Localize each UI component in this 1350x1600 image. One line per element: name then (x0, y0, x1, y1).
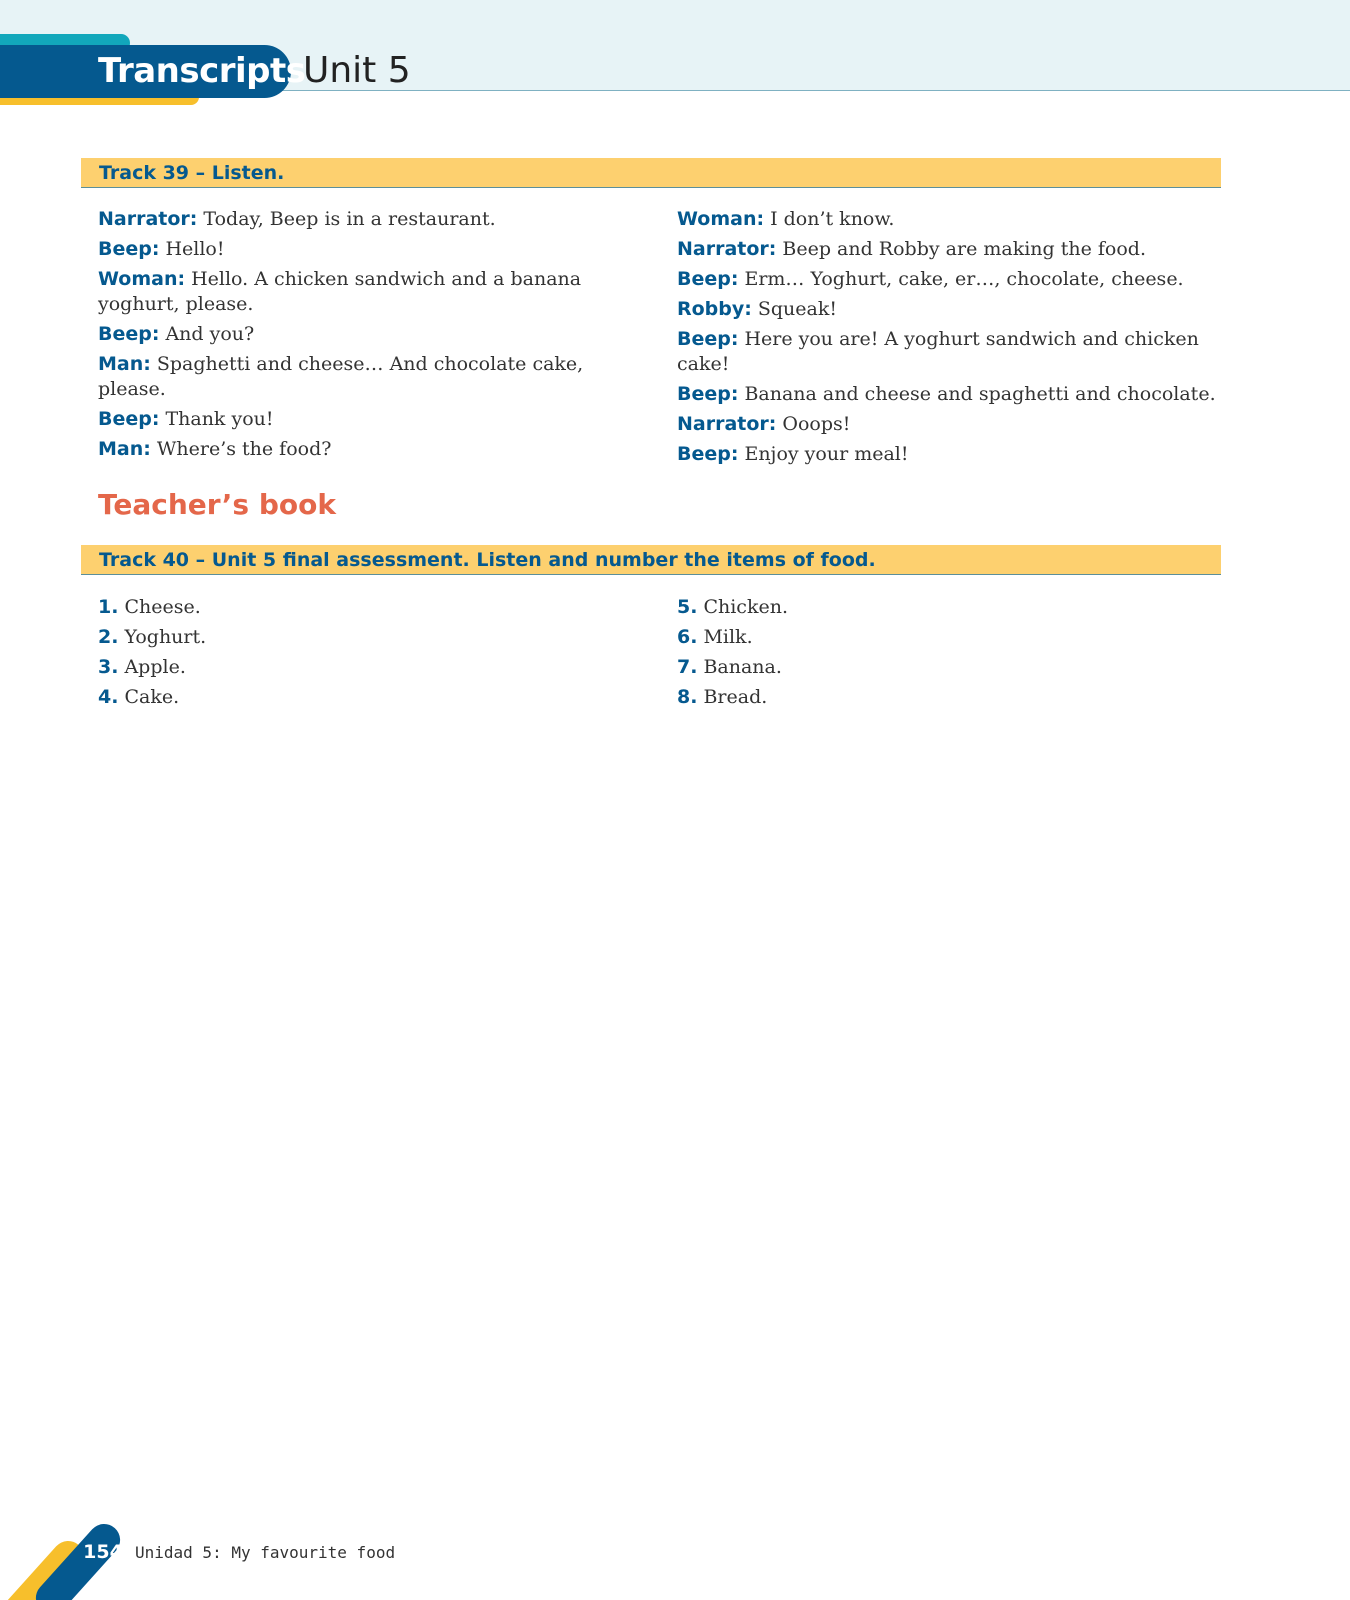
item-number: 8. (677, 686, 698, 708)
transcript-line (98, 352, 638, 402)
speaker-label: Man: (98, 438, 151, 460)
item-number: 2. (98, 626, 119, 648)
transcript-line (98, 207, 638, 232)
speaker-label: Man: (98, 353, 151, 375)
transcript-line (677, 207, 1237, 232)
line-text: Erm… Yoghurt, cake, er…, chocolate, cheese. (744, 268, 1184, 290)
answer-item (98, 625, 638, 650)
line-text: Hello! (165, 238, 225, 260)
item-text: Bread. (703, 686, 768, 708)
transcript-line (677, 382, 1237, 407)
track-40-banner (81, 545, 1221, 575)
item-text: Milk. (703, 626, 753, 648)
transcript-line (677, 267, 1237, 292)
line-text: Here you are! A yoghurt sandwich and chicken cake! (677, 328, 1199, 375)
line-text: I don’t know. (770, 208, 895, 230)
answer-item (677, 655, 1217, 680)
item-number: 1. (98, 596, 119, 618)
footer-unit-title: Unidad 5: My favourite food (135, 1543, 396, 1562)
transcript-line (677, 442, 1237, 467)
speaker-label: Narrator: (677, 413, 777, 435)
speaker-label: Narrator: (98, 208, 198, 230)
item-text: Chicken. (703, 596, 788, 618)
speaker-label: Beep: (98, 408, 160, 430)
item-text: Apple. (124, 656, 186, 678)
transcript-line (677, 412, 1237, 437)
line-text: Where’s the food? (156, 438, 332, 460)
transcript-line (677, 237, 1237, 262)
line-text: Beep and Robby are making the food. (782, 238, 1146, 260)
line-text: Enjoy your meal! (744, 443, 909, 465)
item-text: Banana. (703, 656, 782, 678)
track-39-transcript-left (98, 207, 638, 467)
transcript-line (98, 407, 638, 432)
answer-item (677, 595, 1217, 620)
line-text: And you? (165, 323, 255, 345)
transcript-line (98, 237, 638, 262)
track-39-banner (81, 158, 1221, 188)
unit-title: Unit 5 (303, 50, 411, 91)
transcript-line (98, 267, 638, 317)
answer-item (677, 625, 1217, 650)
speaker-label: Beep: (677, 268, 739, 290)
answer-item (98, 685, 638, 710)
answer-item (677, 685, 1217, 710)
answer-item (98, 655, 638, 680)
section-tab-label: Transcripts (98, 51, 306, 91)
line-text: Spaghetti and cheese… And chocolate cake, please. (98, 353, 584, 400)
speaker-label: Beep: (677, 443, 739, 465)
transcript-line (677, 297, 1237, 322)
line-text: Today, Beep is in a restaurant. (203, 208, 496, 230)
item-number: 3. (98, 656, 119, 678)
track-40-answers-left (98, 595, 638, 715)
answer-item (98, 595, 638, 620)
item-text: Cheese. (124, 596, 201, 618)
speaker-label: Woman: (98, 268, 186, 290)
item-text: Cake. (124, 686, 180, 708)
item-number: 4. (98, 686, 119, 708)
item-number: 7. (677, 656, 698, 678)
line-text: Ooops! (782, 413, 851, 435)
track-39-title: Track 39 – Listen. (99, 162, 285, 184)
page-number: 154 (83, 1541, 123, 1563)
line-text: Banana and cheese and spaghetti and chocolate. (744, 383, 1216, 405)
item-number: 5. (677, 596, 698, 618)
item-text: Yoghurt. (124, 626, 207, 648)
track-40-title: Track 40 – Unit 5 final assessment. Listen and number the items of food. (99, 549, 876, 571)
line-text: Thank you! (165, 408, 274, 430)
item-number: 6. (677, 626, 698, 648)
track-39-transcript-right (677, 207, 1237, 472)
line-text: Hello. A chicken sandwich and a banana yoghurt, please. (98, 268, 582, 315)
track-40-answers-right (677, 595, 1217, 715)
teachers-book-heading: Teacher’s book (98, 488, 336, 521)
speaker-label: Beep: (98, 323, 160, 345)
speaker-label: Woman: (677, 208, 765, 230)
transcript-line (677, 327, 1237, 377)
speaker-label: Robby: (677, 298, 752, 320)
speaker-label: Narrator: (677, 238, 777, 260)
line-text: Squeak! (757, 298, 838, 320)
transcript-line (98, 322, 638, 347)
transcript-line (98, 437, 638, 462)
speaker-label: Beep: (677, 328, 739, 350)
speaker-label: Beep: (98, 238, 160, 260)
speaker-label: Beep: (677, 383, 739, 405)
